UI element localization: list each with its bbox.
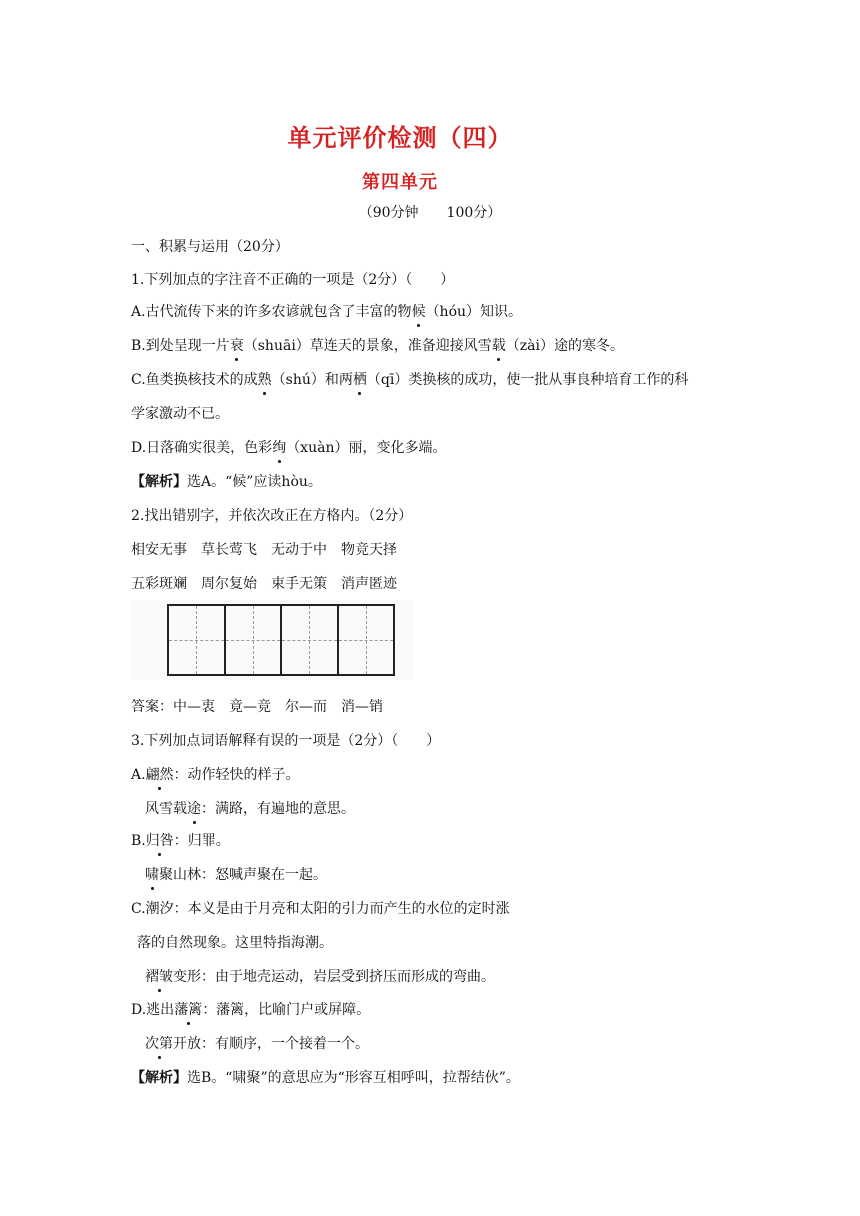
q2-idioms-row-1: 相安无事 草长莺飞 无动于中 物竞天择 bbox=[131, 542, 397, 558]
dotted-word: 藩篱 bbox=[174, 1002, 203, 1018]
exam-meta: （90分钟 100分） bbox=[358, 205, 502, 221]
text: 风雪载 bbox=[145, 801, 187, 817]
q1-option-c bbox=[131, 370, 688, 390]
text: 聚山林：怒喊声聚在一起。 bbox=[159, 867, 327, 883]
section-heading: 一、积累与运用（20分） bbox=[131, 239, 289, 255]
dotted-word: 次第 bbox=[145, 1036, 173, 1052]
answer-grid-area bbox=[131, 600, 413, 680]
text: A. bbox=[131, 767, 146, 783]
q3-analysis bbox=[131, 1068, 520, 1088]
q2-answer bbox=[131, 697, 383, 717]
answer-grid bbox=[167, 604, 395, 676]
dotted-char: 衰 bbox=[229, 338, 244, 354]
grid-cell[interactable] bbox=[339, 606, 394, 674]
document-subtitle: 第四单元 bbox=[362, 172, 438, 193]
q1-option-a bbox=[131, 302, 522, 322]
dotted-char: 载 bbox=[491, 338, 506, 354]
q1-option-d bbox=[131, 438, 446, 458]
grid-cell[interactable] bbox=[282, 606, 339, 674]
text: （xuàn）丽，变化多端。 bbox=[286, 440, 447, 456]
q3-option-a-1 bbox=[131, 765, 300, 785]
analysis-tag: 【解析】 bbox=[131, 1070, 187, 1086]
text: C.鱼类换核技术的成 bbox=[131, 372, 258, 388]
q3-option-b-2 bbox=[145, 865, 327, 885]
grid-cell[interactable] bbox=[169, 606, 226, 674]
dotted-char: 熟 bbox=[257, 372, 272, 388]
text: ：归罪。 bbox=[173, 833, 230, 849]
analysis-text: 选B。“啸聚”的意思应为“形容互相呼叫，拉帮结伙”。 bbox=[187, 1070, 520, 1086]
text: ：满路，有遍地的意思。 bbox=[201, 801, 355, 817]
text: B. bbox=[131, 833, 146, 849]
text: ：藩篱，比喻门户或屏障。 bbox=[202, 1002, 371, 1018]
q3-option-c-3 bbox=[145, 967, 495, 987]
q3-option-d-2 bbox=[145, 1034, 369, 1054]
document-title: 单元评价检测（四） bbox=[287, 124, 513, 152]
text: B.到处呈现一片 bbox=[131, 338, 230, 354]
text: （hóu）知识。 bbox=[425, 304, 523, 320]
q3-option-c-1: C.潮汐：本义是由于月亮和太阳的引力而产生的水位的定时涨 bbox=[131, 901, 510, 917]
text: （qī）类换核的成功，使一批从事良种培育工作的科 bbox=[366, 372, 689, 388]
q2-stem: 2.找出错别字，并依次改正在方格内。（2分） bbox=[131, 508, 413, 524]
q1-stem: 1.下列加点的字注音不正确的一项是（2分）（ ） bbox=[131, 272, 455, 288]
analysis-tag: 【解析】 bbox=[131, 474, 187, 490]
q3-option-d-1 bbox=[131, 1000, 370, 1020]
dotted-char: 途 bbox=[187, 801, 201, 817]
q1-option-c-cont: 学家激动不已。 bbox=[131, 406, 229, 422]
q3-option-b-1 bbox=[131, 831, 230, 851]
dotted-char: 绚 bbox=[272, 440, 287, 456]
analysis-text: 选A。“候”应读hòu。 bbox=[187, 474, 322, 490]
q1-option-b bbox=[131, 336, 624, 356]
answer-text: 中—衷 竟—竞 尔—而 消—销 bbox=[173, 699, 383, 715]
q3-option-c-2: 落的自然现象。这里特指海潮。 bbox=[137, 935, 333, 951]
grid-cell[interactable] bbox=[226, 606, 283, 674]
text: D.日落确实很美，色彩 bbox=[131, 440, 273, 456]
dotted-word: 归咎 bbox=[145, 833, 174, 849]
text: 变形：由于地壳运动，岩层受到挤压而形成的弯曲。 bbox=[173, 969, 495, 985]
dotted-char: 候 bbox=[411, 304, 426, 320]
dotted-word: 褶皱 bbox=[145, 969, 173, 985]
q2-idioms-row-2: 五彩斑斓 周尔复始 束手无策 消声匿迹 bbox=[131, 576, 397, 592]
text: （shuāi）草连天的景象，准备迎接风雪 bbox=[243, 338, 492, 354]
text: （zài）途的寒冬。 bbox=[505, 338, 624, 354]
q1-analysis bbox=[131, 472, 322, 492]
q3-option-a-2 bbox=[145, 799, 355, 819]
dotted-char: 啸 bbox=[145, 867, 159, 883]
text: D.逃出 bbox=[131, 1002, 175, 1018]
text: ：动作轻快的样子。 bbox=[173, 767, 300, 783]
answer-label: 答案： bbox=[131, 699, 173, 715]
dotted-word: 翩然 bbox=[145, 767, 174, 783]
text: 开放：有顺序，一个接着一个。 bbox=[173, 1036, 369, 1052]
dotted-char: 栖 bbox=[352, 372, 367, 388]
q3-stem: 3.下列加点词语解释有误的一项是（2分）（ ） bbox=[131, 733, 441, 749]
text: A.古代流传下来的许多农谚就包含了丰富的物 bbox=[131, 304, 412, 320]
text: （shú）和两 bbox=[271, 372, 353, 388]
